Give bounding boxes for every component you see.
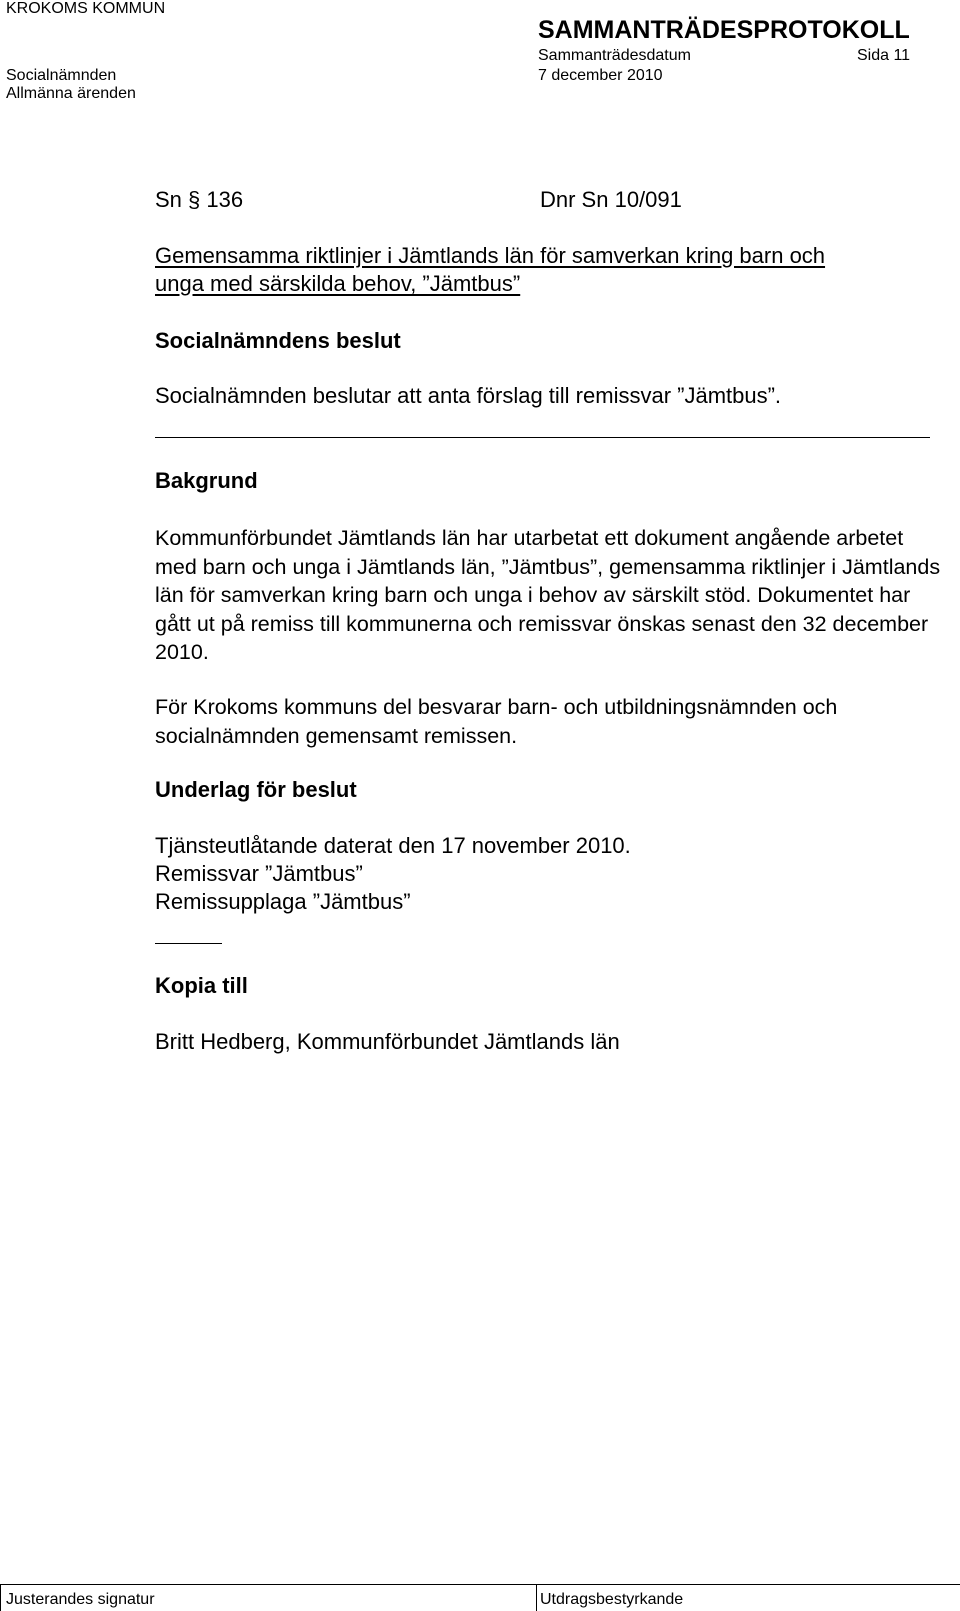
footer-certification-label: Utdragsbestyrkande [540,1591,684,1608]
background-paragraph-2: För Krokoms kommuns del besvarar barn- och utbildningsnämnden och socialnämnden gemensamt remissen. [155,695,838,748]
basis-item-2: Remissvar ”Jämtbus” [155,861,363,886]
separator-rule [155,437,930,438]
basis-item-1: Tjänsteutlåtande daterat den 17 november 2010. [155,833,631,858]
short-separator-rule [155,943,222,944]
municipality-name: KROKOMS KOMMUN [6,0,166,17]
decision-heading: Socialnämndens beslut [155,328,401,353]
item-title-line2: unga med särskilda behov, ”Jämtbus” [155,271,521,296]
committee-name: Socialnämnden [6,67,117,84]
document-type-title: SAMMANTRÄDESPROTOKOLL [538,16,910,44]
footer-divider-left [0,1585,1,1611]
agenda-category: Allmänna ärenden [6,85,136,102]
copy-heading: Kopia till [155,973,248,998]
copy-recipient: Britt Hedberg, Kommunförbundet Jämtlands län [155,1029,620,1054]
basis-item-3: Remissupplaga ”Jämtbus” [155,889,411,914]
footer-rule [0,1584,960,1585]
footer-divider-right [536,1585,537,1611]
footer-signature-label: Justerandes signatur [6,1591,155,1608]
decision-text: Socialnämnden beslutar att anta förslag till remissvar ”Jämtbus”. [155,383,782,408]
meeting-date: 7 december 2010 [538,67,663,84]
meeting-date-label: Sammanträdesdatum [538,47,691,64]
item-number: Sn § 136 [155,187,244,212]
background-paragraph-1: Kommunförbundet Jämtlands län har utarbetat ett dokument angående arbetet med barn och unga i Jämtlands län, ”Jämtbus”, gemensamma riktlinjer i Jämtlands län för samverkan kring barn och unga i behov av särskilt stöd. Dokumentet har gått ut på remiss till kommunerna och remissvar önskas senast den 32 december 2010. [155,526,941,664]
diary-number: Dnr Sn 10/091 [540,187,682,212]
background-heading: Bakgrund [155,468,258,493]
item-title-line1: Gemensamma riktlinjer i Jämtlands län för samverkan kring barn och [155,243,826,268]
basis-heading: Underlag för beslut [155,777,357,802]
page-number: Sida 11 [857,47,911,64]
